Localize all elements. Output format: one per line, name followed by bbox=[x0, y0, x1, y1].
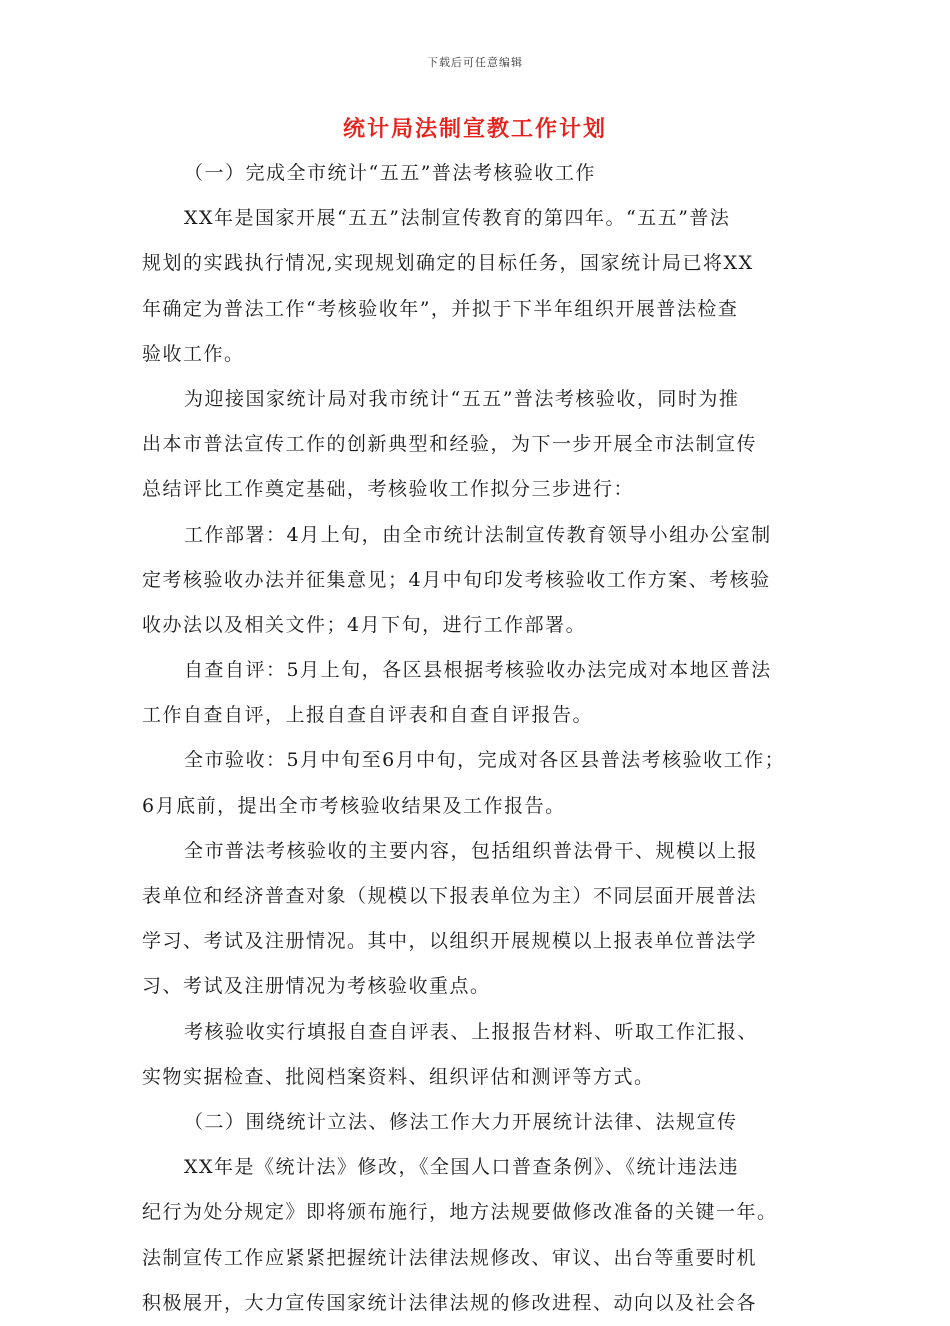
document-title: 统计局法制宣教工作计划 bbox=[342, 116, 607, 142]
paragraph-line: 考核验收实行填报自查自评表、上报报告材料、听取工作汇报、 bbox=[184, 1020, 759, 1043]
paragraph-line: 出本市普法宣传工作的创新典型和经验，为下一步开展全市法制宣传 bbox=[142, 433, 758, 456]
paragraph-line: 自查自评：5月上旬，各区县根据考核验收办法完成对本地区普法 bbox=[184, 659, 772, 682]
paragraph-line: 学习、考试及注册情况。其中，以组织开展规模以上报表单位普法学 bbox=[142, 930, 758, 953]
paragraph-line: 6月底前，提出全市考核验收结果及工作报告。 bbox=[142, 794, 566, 817]
paragraph-line: XX年是国家开展“五五”法制宣传教育的第四年。“五五”普法 bbox=[184, 207, 731, 230]
paragraph-line: 收办法以及相关文件；4月下旬，进行工作部署。 bbox=[142, 613, 587, 636]
paragraph-line: 全市验收：5月中旬至6月中旬，完成对各区县普法考核验收工作； bbox=[184, 749, 786, 772]
paragraph-line: 验收工作。 bbox=[142, 342, 245, 365]
page-header: 下载后可任意编辑 bbox=[427, 56, 523, 69]
paragraph-line: 全市普法考核验收的主要内容，包括组织普法骨干、规模以上报 bbox=[184, 839, 759, 862]
paragraph-line: 为迎接国家统计局对我市统计“五五”普法考核验收，同时为推 bbox=[184, 387, 740, 410]
paragraph-line: 年确定为普法工作“考核验收年”，并拟于下半年组织开展普法检查 bbox=[142, 297, 739, 320]
paragraph-line: 表单位和经济普查对象（规模以下报表单位为主）不同层面开展普法 bbox=[142, 885, 758, 907]
paragraph-line: 工作自查自评，上报自查自评表和自查自评报告。 bbox=[142, 704, 594, 727]
paragraph-line: 工作部署：4月上旬，由全市统计法制宣传教育领导小组办公室制 bbox=[184, 523, 772, 546]
paragraph-line: 法制宣传工作应紧紧把握统计法律法规修改、审议、出台等重要时机 bbox=[142, 1246, 758, 1269]
paragraph-line: 总结评比工作奠定基础，考核验收工作拟分三步进行： bbox=[142, 478, 635, 501]
paragraph-line: 定考核验收办法并征集意见；4月中旬印发考核验收工作方案、考核验 bbox=[142, 568, 771, 591]
document-body bbox=[142, 151, 822, 1326]
section-heading: （二）围绕统计立法、修法工作大力开展统计法律、法规宣传 bbox=[184, 1110, 738, 1133]
paragraph-line: XX年是《统计法》修改，《全国人口普查条例》、《统计违法违 bbox=[184, 1156, 740, 1179]
paragraph-line: 习、考试及注册情况为考核验收重点。 bbox=[142, 975, 491, 998]
paragraph-line: 实物实据检查、批阅档案资料、组织评估和测评等方式。 bbox=[142, 1065, 655, 1088]
paragraph-line: 积极展开，大力宣传国家统计法律法规的修改进程、动向以及社会各 bbox=[142, 1291, 758, 1314]
paragraph-line: 规划的实践执行情况,实现规划确定的目标任务，国家统计局已将XX bbox=[142, 252, 754, 275]
paragraph-line: 纪行为处分规定》即将颁布施行，地方法规要做修改准备的关键一年。 bbox=[142, 1201, 778, 1224]
section-heading: （一）完成全市统计“五五”普法考核验收工作 bbox=[184, 162, 596, 184]
